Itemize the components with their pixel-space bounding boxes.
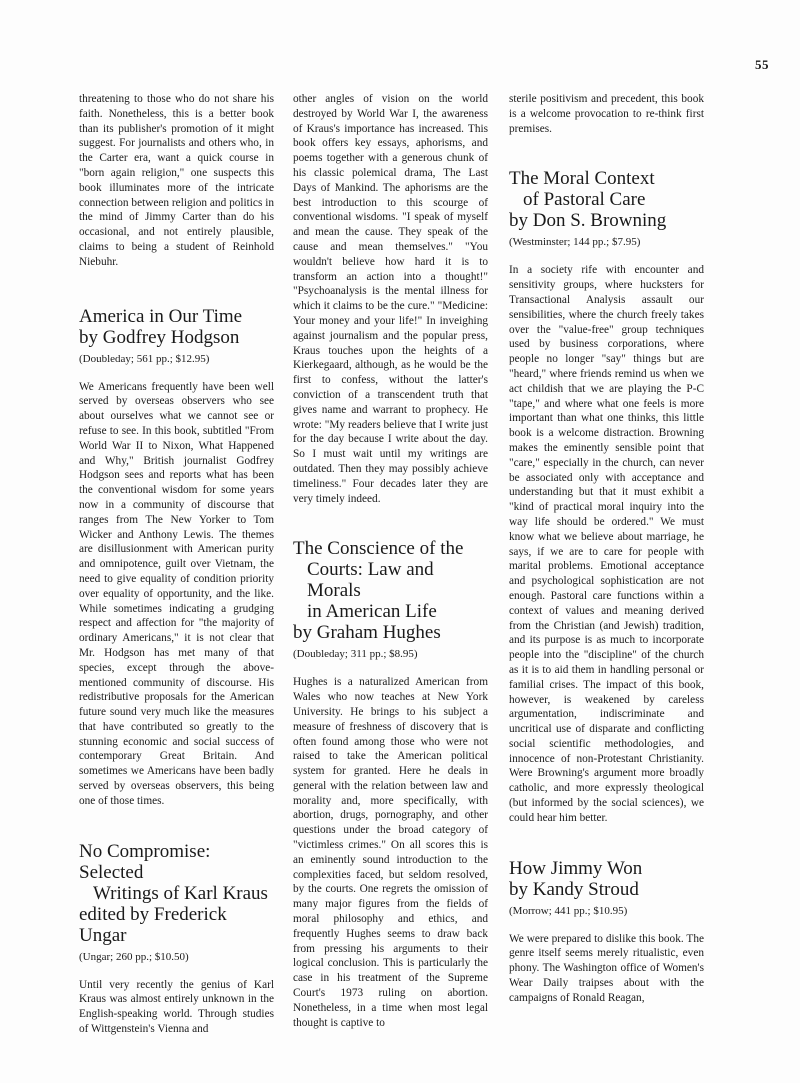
page-number: 55 [755, 57, 769, 72]
review-body: We Americans frequently have been well served by overseas observers who see about ourselves what we cannot see or refuse to see. In this book, subtitled "From World War II to Nixon, What Happened and Why," British journalist Godfrey Hodgson sees and reports what has been the conventional wisdom for some years now in a community of discourse that ranges from The New Yorker to Tom Wicker and Anthony Lewis. The themes are disillusionment with American purity and omnipotence, guilt over Vietnam, the need to give equality of condition priority over equality of opportunity, and the like. While sometimes indicating a grudging respect and affection for "the majority of ordinary Americans," it is not clear that Mr. Hodgson has met many of that species, except through the above-mentioned community of discourse. His redistributive proposals for the American future sound very much like the measures that have contributed so greatly to the stunning economic and social success of contemporary Great Britain. And sometimes we Americans have been badly served by overseas observers, this being one of those times. [79, 380, 274, 807]
review-continuation-text: other angles of vision on the world destroyed by World War I, the awareness of Kraus's importance has increased. This book offers key essays, aphorisms, and poems together with a generous chunk of his classic polemical drama, The Last Days of Mankind. The aphorisms are the best introduction to this scourge of conventional wisdoms. "I speak of myself and mean the cause. They speak of the cause and mean themselves." "You wouldn't believe how hard it is to transform an action into a thought!" "Psychoanalysis is the mental illness for which it claims to be the cure." "Medicine: Your money and your life!" In inveighing against journalism and the popular press, Kraus touches upon the heights of a Kierkegaard, although, as he would be the first to confess, without the latter's conviction of a transcendent truth that gives name and warrant to prophecy. He wrote: "My readers believe that I write just for the day because I write about the day. So I must wait until my writings are outdated. Then they may possibly achieve timeliness." Four decades later they are very timely indeed. [293, 93, 488, 505]
publication-info: (Morrow; 441 pp.; $10.95) [509, 904, 628, 917]
title-author-line: edited by Frederick Ungar [79, 903, 227, 946]
title-author-line: by Graham Hughes [293, 622, 441, 644]
column-2 [293, 92, 488, 1030]
column-1 [79, 92, 274, 1037]
review-body: Hughes is a naturalized American from Wales who now teaches at New York University. He brings to his subject a measure of freshness of discovery that is often found among those who were not raised to take the American political system for granted. Here he deals in general with the relation between law and morality and, more specifically, with abortion, drugs, pornography, and other questions under the broad category of "victimless crimes." On all scores this is an eminently sound introduction to the complexities faced, but seldom resolved, by the courts. One regrets the omission of many major figures from the fields of moral philosophy and ethics, and frequently Hughes seems to draw back from pressing his arguments to their logical conclusion. This is particularly the case in his treatment of the Supreme Court's 1973 ruling on abortion. Nonetheless, in a time when most legal thought is captive to [293, 676, 488, 1029]
title-line: Writings of Karl Kraus [93, 882, 268, 904]
review-title [509, 168, 704, 231]
review-continuation-text: threatening to those who do not share his faith. Nonetheless, this is a better book than its publisher's promotion of it might suggest. For journalists and others who, in the Carter era, want a quick course in "born again religion," one suspects this book illuminates more of the intricate connection between religion and politics in the mind of Jimmy Carter than do his occasional, and not entirely plausible, claims to being a student of Reinhold Niebuhr. [79, 93, 274, 268]
title-author-line: by Don S. Browning [509, 210, 667, 232]
publication-info: (Doubleday; 311 pp.; $8.95) [293, 648, 418, 661]
review-no-compromise [79, 841, 274, 1037]
column-3 [509, 92, 704, 1006]
title-line: of Pastoral Care [523, 189, 646, 211]
review-conscience-of-the-courts [293, 538, 488, 1030]
review-moral-context-of-pastoral-care [509, 168, 704, 825]
review-continuation-text: sterile positivism and precedent, this book is a welcome provocation to re-think first premises. [509, 93, 704, 135]
title-line: Courts: Law and Morals [307, 559, 434, 602]
title-line: in American Life [307, 601, 437, 623]
review-body: Until very recently the genius of Karl Kraus was almost entirely unknown in the English-speaking world. Through studies of Wittgenstein's Vienna and [79, 978, 274, 1036]
review-title [79, 841, 274, 946]
review-how-jimmy-won [509, 858, 704, 1006]
publication-info: (Ungar; 260 pp.; $10.50) [79, 950, 189, 963]
title-line: The Moral Context [509, 168, 655, 190]
review-body: In a society rife with encounter and sensitivity groups, where hucksters for Transactional Analysis assault our sensibilities, where the church freely takes over the "value-free" group techniques used by business corporations, where people no longer "say" things but are "heard," where friends remind us when we act childish that we are playing the P-C "tape," and where what one feels is more important than what one thinks, this little book is a welcome distraction. Browning makes the eminently sensible point that "care," especially in the church, can never be associated only with acceptance and understanding but that it must exhibit a "kind of practical moral inquiry into the way life should be ordered." We must know what we believe about marriage, he says, if we are to care for people with marital problems. Emotional acceptance and psychological sophistication are not enough. Pastoral care functions within a context of values and meaning derived from the Christian (and Jewish) tradition, and its purpose is as much to incorporate people into the "discipline" of the church as it is to aid them in handling personal or familial crises. The impact of this book, however, is weakened by careless argumentation, indiscriminate and uncritical use of disparate and conflicting social scientific methodologies, and innocence of non-Protestant Christianity. Were Browning's argument more broadly catholic, and more expressly theological (but informed by the social sciences), we could hear him better. [509, 264, 704, 824]
title-author-line: by Godfrey Hodgson [79, 326, 240, 348]
title-line: No Compromise: Selected [79, 840, 211, 883]
title-line: America in Our Time [79, 305, 243, 327]
review-title [79, 306, 274, 348]
title-line: The Conscience of the [293, 538, 464, 560]
review-title [293, 538, 488, 643]
review-america-in-our-time [79, 306, 274, 809]
review-title [509, 858, 704, 900]
title-author-line: by Kandy Stroud [509, 878, 639, 900]
publication-info: (Doubleday; 561 pp.; $12.95) [79, 352, 210, 365]
title-line: How Jimmy Won [509, 857, 643, 879]
publication-info: (Westminster; 144 pp.; $7.95) [509, 236, 641, 249]
review-body: We were prepared to dislike this book. The genre itself seems merely ritualistic, even phony. The Washington office of Women's Wear Daily traipses about with the campaigns of Ronald Reagan, [509, 932, 704, 1004]
